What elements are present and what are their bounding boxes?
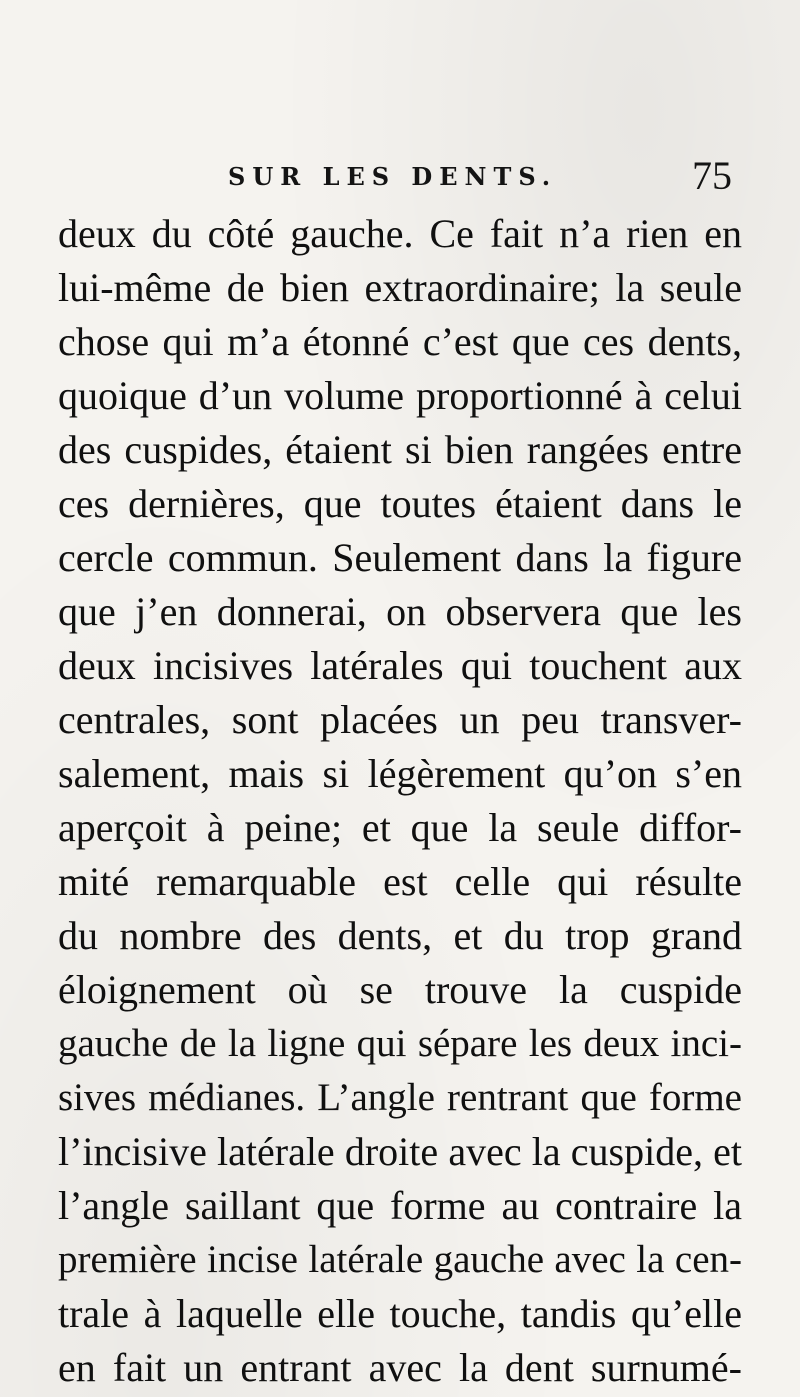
text-line: première incise latérale gauche avec la cen- <box>58 1238 742 1281</box>
text-line: chose qui m’a étonné c’est que ces dents, <box>58 319 742 364</box>
text-line: l’incisive latérale droite avec la cuspide, et <box>58 1129 742 1174</box>
text-line: éloignement où se trouve la cuspide <box>58 967 742 1012</box>
text-line: trale à laquelle elle touche, tandis qu’elle <box>58 1291 742 1336</box>
running-title: SUR LES DENTS. <box>228 162 558 191</box>
text-line: sives médianes. L’angle rentrant que forme <box>58 1076 742 1119</box>
body-text <box>58 207 742 1395</box>
text-line: l’angle saillant que forme au contraire la <box>58 1183 742 1228</box>
text-line: quoique d’un volume proportionné à celui <box>58 373 742 418</box>
text-line: gauche de la ligne qui sépare les deux inci- <box>58 1022 742 1065</box>
text-line: mité remarquable est celle qui résulte <box>58 859 742 904</box>
text-line: centrales, sont placées un peu transver- <box>58 697 742 742</box>
text-line: salement, mais si légèrement qu’on s’en <box>58 751 742 796</box>
text-line: deux incisives latérales qui touchent aux <box>58 643 742 688</box>
page-number: 75 <box>692 153 732 198</box>
running-head <box>60 152 740 202</box>
text-line: des cuspides, étaient si bien rangées entre <box>58 427 742 472</box>
text-line: deux du côté gauche. Ce fait n’a rien en <box>58 211 742 256</box>
text-line: en fait un entrant avec la dent surnumé- <box>58 1345 742 1390</box>
text-line: ces dernières, que toutes étaient dans le <box>58 481 742 526</box>
text-line: cercle commun. Seulement dans la figure <box>58 535 742 580</box>
text-line: que j’en donnerai, on observera que les <box>58 589 742 634</box>
text-line: du nombre des dents, et du trop grand <box>58 913 742 958</box>
text-line: aperçoit à peine; et que la seule diffor- <box>58 805 742 850</box>
text-line: lui-même de bien extraordinaire; la seule <box>58 265 742 310</box>
